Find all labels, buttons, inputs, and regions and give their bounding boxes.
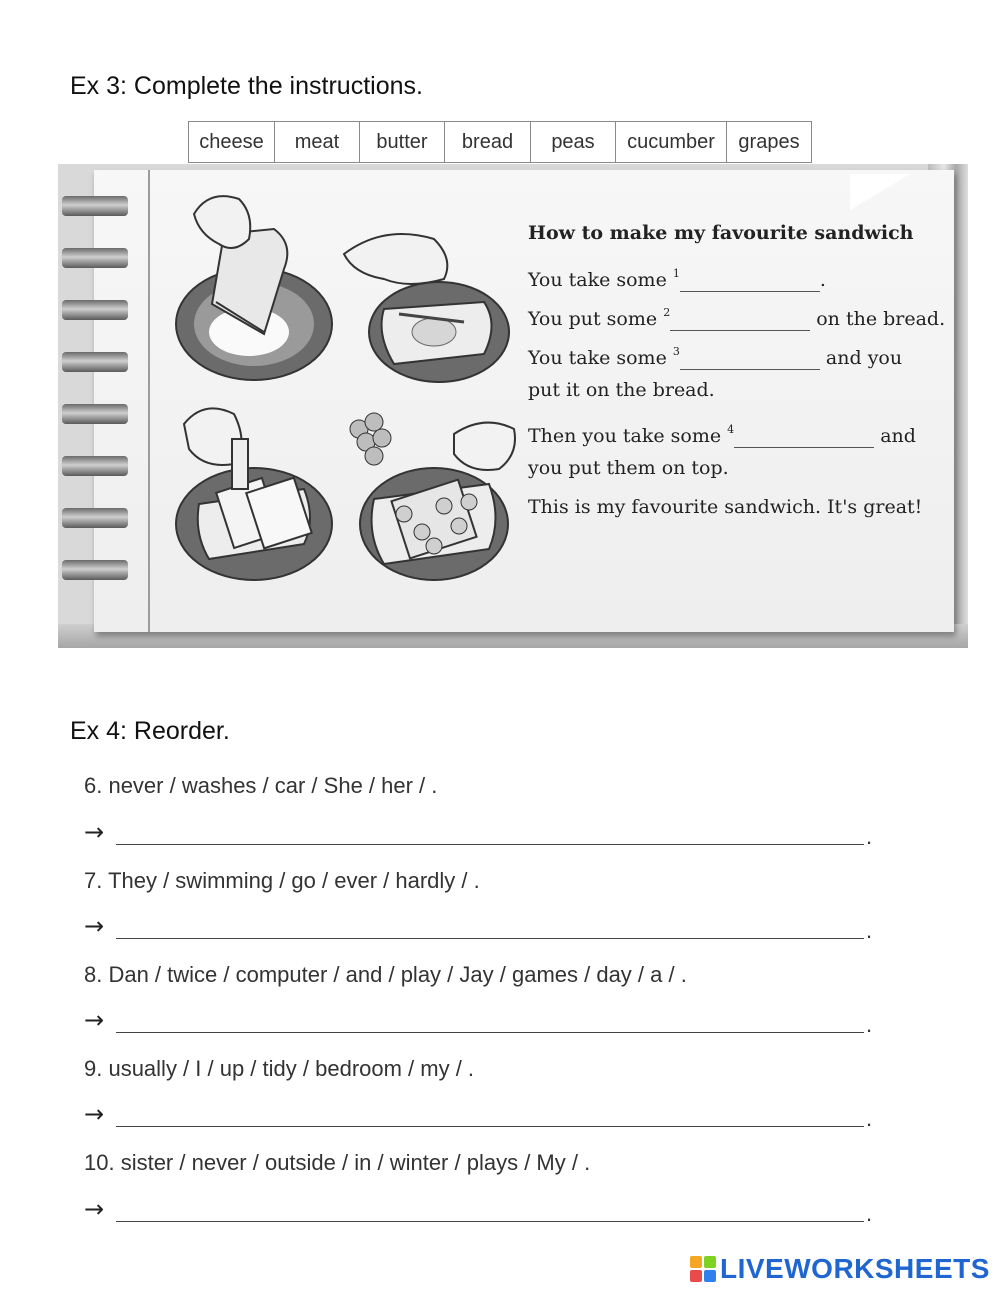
reorder-item: 7. They / swimming / go / ever / hardly / . <box>84 868 480 893</box>
answer-line[interactable] <box>116 844 864 845</box>
answer-period: . <box>866 1201 873 1226</box>
recipe-line-text: and <box>880 425 916 447</box>
recipe-line-text: You put some <box>528 308 658 330</box>
word-bank-cell: bread <box>445 122 531 162</box>
reorder-answer <box>84 1006 873 1037</box>
answer-blank-1[interactable] <box>680 270 820 292</box>
recipe-line-text: You take some <box>528 269 667 291</box>
answer-blank-3[interactable] <box>680 348 820 370</box>
reorder-item: 10. sister / never / outside / in / winter / plays / My / . <box>84 1150 591 1175</box>
plate-grapes-icon <box>350 413 515 580</box>
recipe-line-3 <box>528 332 978 371</box>
spiral-ring <box>62 404 128 424</box>
exercise-4-title: Ex 4: Reorder. <box>70 717 230 745</box>
page-margin-line <box>148 170 150 632</box>
arrow-icon: → <box>84 1006 105 1034</box>
spiral-ring <box>62 352 128 372</box>
reorder-answer <box>84 912 873 943</box>
spiral-ring <box>62 196 128 216</box>
answer-period: . <box>866 824 873 849</box>
spiral-ring <box>62 508 128 528</box>
recipe-line-5 <box>528 410 978 449</box>
reorder-answer <box>84 1100 873 1131</box>
spiral-ring <box>62 300 128 320</box>
word-bank-cell: grapes <box>738 131 800 153</box>
exercise-3-title: Ex 3: Complete the instructions. <box>70 72 423 100</box>
logo-square <box>704 1256 716 1268</box>
recipe-line-text: and you <box>825 347 903 369</box>
recipe-line-7: This is my favourite sandwich. It's great! <box>528 496 923 518</box>
recipe-line-2 <box>528 293 978 332</box>
word-bank <box>188 121 812 163</box>
spiral-ring <box>62 248 128 268</box>
recipe-line-text: You take some <box>528 347 667 369</box>
reorder-answer <box>84 818 873 849</box>
answer-line[interactable] <box>116 938 864 939</box>
arrow-icon: → <box>84 1195 105 1223</box>
recipe-text <box>528 222 978 527</box>
word-bank-cell: butter <box>360 122 445 162</box>
plate-cheese-icon <box>176 408 332 580</box>
recipe-line-1 <box>528 254 978 293</box>
blank-number: 1 <box>672 267 680 280</box>
plate-bread-icon <box>176 196 332 380</box>
arrow-icon: → <box>84 818 105 846</box>
answer-blank-4[interactable] <box>734 426 874 448</box>
page-corner-fold <box>850 174 910 210</box>
reorder-item: 6. never / washes / car / She / her / . <box>84 773 438 798</box>
blank-number: 2 <box>663 306 671 319</box>
blank-number: 3 <box>672 345 680 358</box>
reorder-answer <box>84 1195 873 1226</box>
logo-square <box>690 1270 702 1282</box>
recipe-line-6: you put them on top. <box>528 457 729 479</box>
recipe-line-text: . <box>819 269 826 291</box>
recipe-line-4: put it on the bread. <box>528 379 715 401</box>
arrow-icon: → <box>84 1100 105 1128</box>
reorder-item: 9. usually / I / up / tidy / bedroom / my / . <box>84 1056 475 1081</box>
liveworksheets-mark-icon <box>690 1256 716 1282</box>
liveworksheets-logo <box>690 1252 990 1286</box>
answer-blank-2[interactable] <box>670 309 810 331</box>
recipe-line-text: on the bread. <box>816 308 946 330</box>
spiral-ring <box>62 560 128 580</box>
recipe-title: How to make my favourite sandwich <box>528 222 914 244</box>
word-bank-cell: cheese <box>189 122 275 162</box>
logo-square <box>704 1270 716 1282</box>
blank-number: 4 <box>727 423 735 436</box>
answer-line[interactable] <box>116 1221 864 1222</box>
answer-period: . <box>866 1012 873 1037</box>
word-bank-cell: cucumber <box>616 122 727 162</box>
word-bank-cell: meat <box>275 122 360 162</box>
word-bank-cell: peas <box>531 122 616 162</box>
spiral-ring <box>62 456 128 476</box>
answer-line[interactable] <box>116 1032 864 1033</box>
reorder-item: 8. Dan / twice / computer / and / play / Jay / games / day / a / . <box>84 962 687 987</box>
recipe-line-text: Then you take some <box>528 425 722 447</box>
notebook-page <box>94 170 954 632</box>
notebook-illustration <box>58 164 968 648</box>
arrow-icon: → <box>84 912 105 940</box>
answer-line[interactable] <box>116 1126 864 1127</box>
answer-period: . <box>866 918 873 943</box>
plate-butter-icon <box>344 234 509 382</box>
logo-text: LIVEWORKSHEETS <box>720 1253 990 1284</box>
logo-square <box>690 1256 702 1268</box>
sandwich-steps-illustration <box>154 184 544 594</box>
answer-period: . <box>866 1106 873 1131</box>
